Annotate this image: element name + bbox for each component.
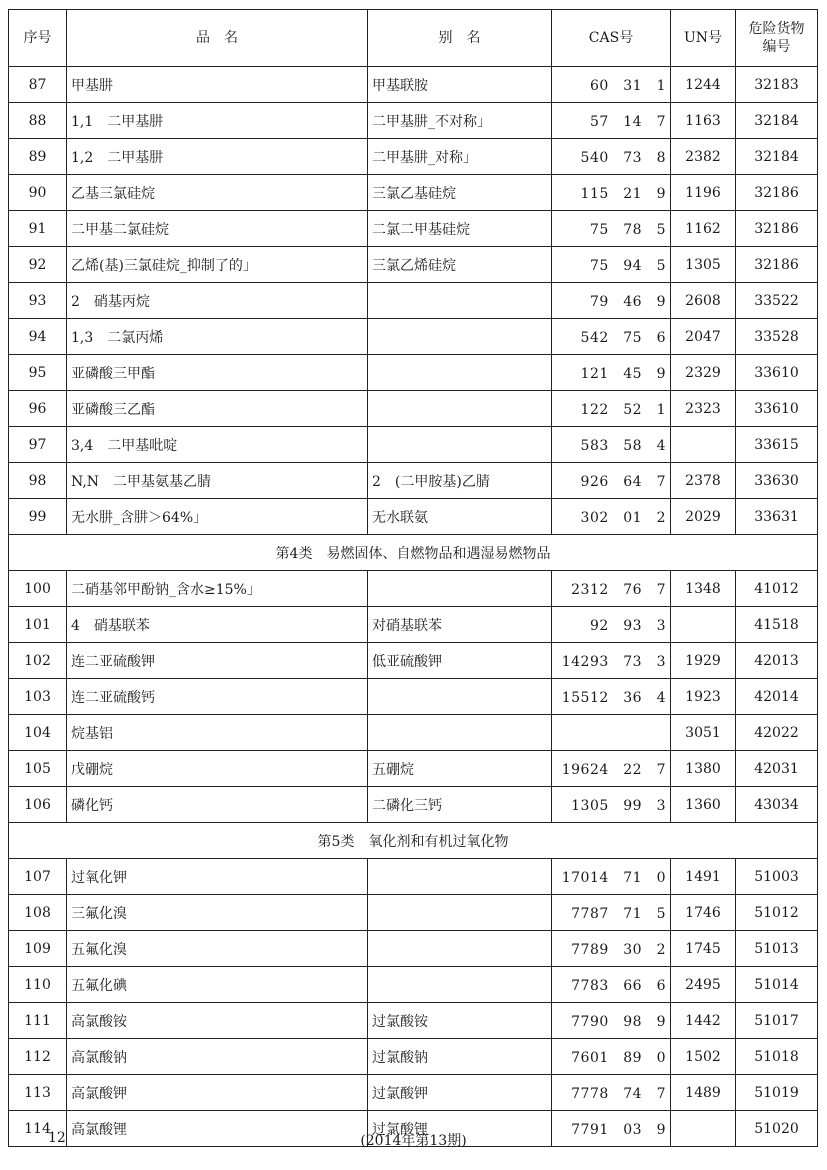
cell-cas: 121 45 9	[552, 355, 671, 391]
cell-no: 88	[9, 103, 67, 139]
cell-cas: 302 01 2	[552, 499, 671, 535]
cell-no: 94	[9, 319, 67, 355]
cell-dg: 51003	[736, 859, 818, 895]
cell-dg: 51017	[736, 1003, 818, 1039]
cell-dg: 33631	[736, 499, 818, 535]
cell-no: 108	[9, 895, 67, 931]
cell-name: 高氯酸钠	[67, 1039, 368, 1075]
cell-cas: 14293 73 3	[552, 643, 671, 679]
cell-cas: 7789 30 2	[552, 931, 671, 967]
cell-name: 乙烯(基)三氯硅烷_抑制了的」	[67, 247, 368, 283]
cell-alias: 三氯乙烯硅烷	[368, 247, 552, 283]
cell-dg: 51012	[736, 895, 818, 931]
cell-cas: 122 52 1	[552, 391, 671, 427]
cell-alias: 对硝基联苯	[368, 607, 552, 643]
cell-dg: 51013	[736, 931, 818, 967]
cell-cas: 7791 03 9	[552, 1111, 671, 1147]
cell-dg: 51014	[736, 967, 818, 1003]
section-row	[9, 823, 818, 859]
cell-un: 1360	[671, 787, 736, 823]
page-number: 12	[48, 1130, 66, 1146]
cell-name: 4 硝基联苯	[67, 607, 368, 643]
cell-name: 1,2 二甲基肼	[67, 139, 368, 175]
cell-cas: 540 73 8	[552, 139, 671, 175]
table-row	[9, 715, 818, 751]
cell-cas: 79 46 9	[552, 283, 671, 319]
cell-name: 高氯酸铵	[67, 1003, 368, 1039]
cell-alias: 无水联氨	[368, 499, 552, 535]
cell-dg: 33610	[736, 391, 818, 427]
cell-un: 1305	[671, 247, 736, 283]
cell-no: 109	[9, 931, 67, 967]
table-row	[9, 463, 818, 499]
cell-dg: 43034	[736, 787, 818, 823]
cell-dg: 32186	[736, 175, 818, 211]
cell-un: 1502	[671, 1039, 736, 1075]
cell-cas: 75 78 5	[552, 211, 671, 247]
cell-cas: 19624 22 7	[552, 751, 671, 787]
cell-cas: 57 14 7	[552, 103, 671, 139]
cell-alias	[368, 967, 552, 1003]
cell-dg: 42031	[736, 751, 818, 787]
cell-alias	[368, 895, 552, 931]
cell-no: 98	[9, 463, 67, 499]
cell-un: 2382	[671, 139, 736, 175]
cell-name: 五氟化碘	[67, 967, 368, 1003]
cell-name: 1,1 二甲基肼	[67, 103, 368, 139]
cell-name: 磷化钙	[67, 787, 368, 823]
table-row	[9, 319, 818, 355]
cell-no: 100	[9, 571, 67, 607]
cell-no: 107	[9, 859, 67, 895]
table-row	[9, 859, 818, 895]
header-dg	[736, 10, 818, 67]
cell-name: 二甲基二氯硅烷	[67, 211, 368, 247]
cell-no: 110	[9, 967, 67, 1003]
cell-alias	[368, 571, 552, 607]
cell-name: 3,4 二甲基吡啶	[67, 427, 368, 463]
cell-name: 连二亚硫酸钾	[67, 643, 368, 679]
cell-dg: 32183	[736, 67, 818, 103]
cell-no: 96	[9, 391, 67, 427]
cell-alias: 2 (二甲胺基)乙腈	[368, 463, 552, 499]
cell-dg: 32186	[736, 211, 818, 247]
issue-label: (2014年第13期)	[360, 1133, 467, 1149]
cell-cas: 2312 76 7	[552, 571, 671, 607]
cell-cas	[552, 715, 671, 751]
cell-cas: 926 64 7	[552, 463, 671, 499]
cell-alias: 三氯乙基硅烷	[368, 175, 552, 211]
cell-dg: 41012	[736, 571, 818, 607]
table-row	[9, 211, 818, 247]
cell-un: 2378	[671, 463, 736, 499]
cell-name: 二硝基邻甲酚钠_含水≥15%」	[67, 571, 368, 607]
cell-name: 五氟化溴	[67, 931, 368, 967]
cell-un: 2047	[671, 319, 736, 355]
cell-alias: 二磷化三钙	[368, 787, 552, 823]
cell-name: 乙基三氯硅烷	[67, 175, 368, 211]
table-row	[9, 643, 818, 679]
cell-no: 113	[9, 1075, 67, 1111]
cell-alias: 二甲基肼_对称」	[368, 139, 552, 175]
cell-name: 无水肼_含肼＞64%」	[67, 499, 368, 535]
cell-un: 1380	[671, 751, 736, 787]
table-row	[9, 1003, 818, 1039]
cell-alias: 过氯酸钠	[368, 1039, 552, 1075]
cell-no: 90	[9, 175, 67, 211]
cell-no: 106	[9, 787, 67, 823]
cell-alias: 二氯二甲基硅烷	[368, 211, 552, 247]
cell-no: 95	[9, 355, 67, 391]
cell-no: 102	[9, 643, 67, 679]
cell-un: 1196	[671, 175, 736, 211]
header-row	[9, 10, 818, 67]
cell-alias	[368, 931, 552, 967]
cell-name: 连二亚硫酸钙	[67, 679, 368, 715]
cell-name: 戊硼烷	[67, 751, 368, 787]
cell-dg: 33630	[736, 463, 818, 499]
cell-cas: 583 58 4	[552, 427, 671, 463]
section-heading: 第5类 氧化剂和有机过氧化物	[9, 823, 818, 859]
cell-cas: 92 93 3	[552, 607, 671, 643]
cell-dg: 32184	[736, 139, 818, 175]
cell-un: 1745	[671, 931, 736, 967]
cell-alias	[368, 283, 552, 319]
cell-no: 87	[9, 67, 67, 103]
table-row	[9, 67, 818, 103]
cell-alias: 过氯酸锂	[368, 1111, 552, 1147]
chemicals-table	[8, 9, 818, 1147]
cell-alias	[368, 679, 552, 715]
cell-name: 亚磷酸三甲酯	[67, 355, 368, 391]
section-heading: 第4类 易燃固体、自燃物品和遇湿易燃物品	[9, 535, 818, 571]
cell-dg: 33528	[736, 319, 818, 355]
cell-name: 三氟化溴	[67, 895, 368, 931]
table-row	[9, 679, 818, 715]
cell-un: 2608	[671, 283, 736, 319]
cell-dg: 33615	[736, 427, 818, 463]
table-row	[9, 103, 818, 139]
cell-alias	[368, 319, 552, 355]
table-row	[9, 751, 818, 787]
table-row	[9, 139, 818, 175]
cell-cas: 542 75 6	[552, 319, 671, 355]
cell-cas: 60 31 1	[552, 67, 671, 103]
cell-name: N,N 二甲基氨基乙腈	[67, 463, 368, 499]
cell-un: 3051	[671, 715, 736, 751]
header-no: 序号	[9, 10, 67, 67]
cell-un: 1244	[671, 67, 736, 103]
cell-un: 1162	[671, 211, 736, 247]
cell-alias: 五硼烷	[368, 751, 552, 787]
cell-no: 104	[9, 715, 67, 751]
cell-no: 89	[9, 139, 67, 175]
cell-un: 1348	[671, 571, 736, 607]
cell-name: 高氯酸钾	[67, 1075, 368, 1111]
table-row	[9, 571, 818, 607]
cell-alias: 过氯酸钾	[368, 1075, 552, 1111]
cell-no: 111	[9, 1003, 67, 1039]
cell-un: 2495	[671, 967, 736, 1003]
cell-no: 114	[9, 1111, 67, 1147]
cell-no: 103	[9, 679, 67, 715]
cell-name: 亚磷酸三乙酯	[67, 391, 368, 427]
cell-dg: 42014	[736, 679, 818, 715]
cell-un: 1163	[671, 103, 736, 139]
table-row	[9, 1039, 818, 1075]
table-row	[9, 247, 818, 283]
cell-alias: 低亚硫酸钾	[368, 643, 552, 679]
cell-dg: 32184	[736, 103, 818, 139]
cell-cas: 7787 71 5	[552, 895, 671, 931]
table-row	[9, 607, 818, 643]
cell-un: 2323	[671, 391, 736, 427]
header-cas: CAS号	[552, 10, 671, 67]
table-row	[9, 895, 818, 931]
cell-un: 1442	[671, 1003, 736, 1039]
cell-un: 1929	[671, 643, 736, 679]
table-row	[9, 355, 818, 391]
table-row	[9, 1075, 818, 1111]
cell-cas: 7790 98 9	[552, 1003, 671, 1039]
cell-un: 2029	[671, 499, 736, 535]
header-dg-line1: 危险货物	[748, 21, 805, 37]
cell-dg: 51019	[736, 1075, 818, 1111]
cell-un: 1491	[671, 859, 736, 895]
table-row	[9, 175, 818, 211]
cell-dg: 33610	[736, 355, 818, 391]
cell-no: 97	[9, 427, 67, 463]
cell-alias	[368, 859, 552, 895]
header-name: 品 名	[67, 10, 368, 67]
table-row	[9, 499, 818, 535]
cell-alias: 二甲基肼_不对称」	[368, 103, 552, 139]
cell-un: 1489	[671, 1075, 736, 1111]
cell-alias: 甲基联胺	[368, 67, 552, 103]
cell-no: 92	[9, 247, 67, 283]
cell-dg: 51018	[736, 1039, 818, 1075]
cell-dg: 51020	[736, 1111, 818, 1147]
header-dg-line2: 编号	[762, 39, 791, 55]
table-row	[9, 967, 818, 1003]
cell-no: 101	[9, 607, 67, 643]
cell-name: 1,3 二氯丙烯	[67, 319, 368, 355]
cell-no: 93	[9, 283, 67, 319]
table-row	[9, 787, 818, 823]
table-row	[9, 391, 818, 427]
cell-cas: 115 21 9	[552, 175, 671, 211]
cell-cas: 7783 66 6	[552, 967, 671, 1003]
cell-name: 甲基肼	[67, 67, 368, 103]
cell-alias	[368, 391, 552, 427]
cell-un	[671, 607, 736, 643]
section-row	[9, 535, 818, 571]
cell-dg: 41518	[736, 607, 818, 643]
cell-no: 91	[9, 211, 67, 247]
cell-name: 高氯酸锂	[67, 1111, 368, 1147]
cell-un: 1746	[671, 895, 736, 931]
cell-dg: 42013	[736, 643, 818, 679]
table-row	[9, 931, 818, 967]
cell-cas: 15512 36 4	[552, 679, 671, 715]
cell-dg: 33522	[736, 283, 818, 319]
cell-un	[671, 427, 736, 463]
cell-name: 2 硝基丙烷	[67, 283, 368, 319]
cell-alias	[368, 355, 552, 391]
header-alias: 别 名	[368, 10, 552, 67]
table-row	[9, 427, 818, 463]
cell-cas: 17014 71 0	[552, 859, 671, 895]
cell-name: 过氧化钾	[67, 859, 368, 895]
cell-cas: 1305 99 3	[552, 787, 671, 823]
cell-alias	[368, 715, 552, 751]
cell-un: 1923	[671, 679, 736, 715]
cell-dg: 32186	[736, 247, 818, 283]
cell-dg: 42022	[736, 715, 818, 751]
cell-no: 112	[9, 1039, 67, 1075]
cell-no: 99	[9, 499, 67, 535]
cell-un: 2329	[671, 355, 736, 391]
header-un: UN号	[671, 10, 736, 67]
cell-alias	[368, 427, 552, 463]
cell-alias: 过氯酸铵	[368, 1003, 552, 1039]
cell-cas: 75 94 5	[552, 247, 671, 283]
table-row	[9, 283, 818, 319]
cell-cas: 7601 89 0	[552, 1039, 671, 1075]
cell-name: 烷基铝	[67, 715, 368, 751]
cell-cas: 7778 74 7	[552, 1075, 671, 1111]
cell-no: 105	[9, 751, 67, 787]
